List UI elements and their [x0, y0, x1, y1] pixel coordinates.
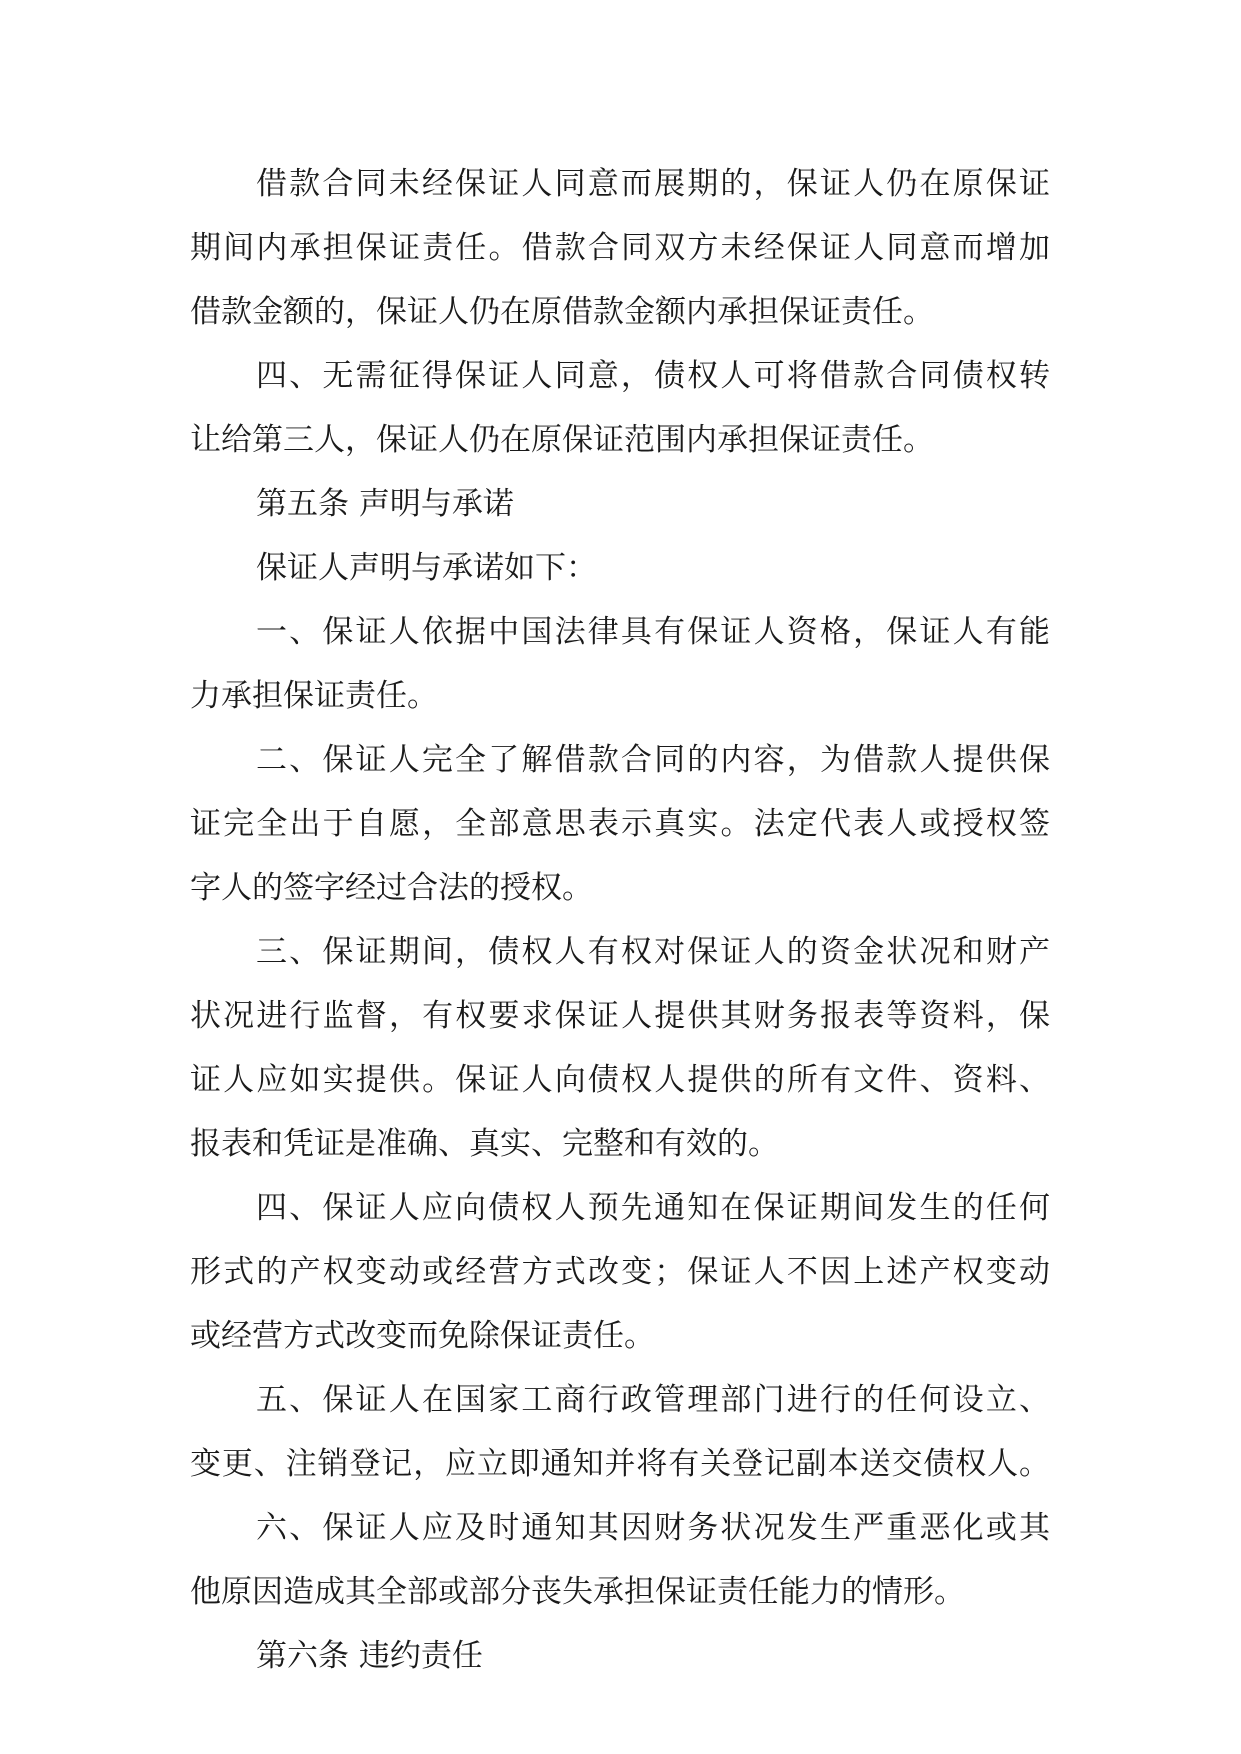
paragraph-line: 或经营方式改变而免除保证责任。 [190, 1318, 655, 1354]
paragraph-line: 变更、注销登记，应立即通知并将有关登记副本送交债权人。 [190, 1446, 1050, 1482]
paragraph-line: 五、保证人在国家工商行政管理部门进行的任何设立、 [256, 1382, 1050, 1418]
paragraph-line: 一、保证人依据中国法律具有保证人资格，保证人有能 [256, 614, 1050, 650]
section-heading: 第五条 声明与承诺 [256, 486, 514, 522]
paragraph-line: 期间内承担保证责任。借款合同双方未经保证人同意而增加 [190, 230, 1050, 266]
paragraph-line: 力承担保证责任。 [190, 678, 438, 714]
paragraph-line: 形式的产权变动或经营方式改变；保证人不因上述产权变动 [190, 1254, 1050, 1290]
paragraph-line: 保证人声明与承诺如下： [256, 550, 597, 586]
paragraph-line: 证完全出于自愿，全部意思表示真实。法定代表人或授权签 [190, 806, 1050, 842]
paragraph-line: 报表和凭证是准确、真实、完整和有效的。 [190, 1126, 779, 1162]
paragraph-line: 四、无需征得保证人同意，债权人可将借款合同债权转 [256, 358, 1050, 394]
paragraph-line: 他原因造成其全部或部分丧失承担保证责任能力的情形。 [190, 1574, 965, 1610]
paragraph-line: 六、保证人应及时通知其因财务状况发生严重恶化或其 [256, 1510, 1050, 1546]
section-heading: 第六条 违约责任 [256, 1638, 483, 1674]
paragraph-line: 三、保证期间，债权人有权对保证人的资金状况和财产 [256, 934, 1050, 970]
paragraph-line: 借款金额的，保证人仍在原借款金额内承担保证责任。 [190, 294, 934, 330]
paragraph-line: 让给第三人，保证人仍在原保证范围内承担保证责任。 [190, 422, 934, 458]
paragraph-line: 状况进行监督，有权要求保证人提供其财务报表等资料，保 [190, 998, 1050, 1034]
document-body [190, 152, 1050, 1688]
paragraph-line: 借款合同未经保证人同意而展期的，保证人仍在原保证 [256, 166, 1050, 202]
paragraph-line: 四、保证人应向债权人预先通知在保证期间发生的任何 [256, 1190, 1050, 1226]
paragraph-line: 二、保证人完全了解借款合同的内容，为借款人提供保 [256, 742, 1050, 778]
paragraph-line: 字人的签字经过合法的授权。 [190, 870, 593, 906]
paragraph-line: 证人应如实提供。保证人向债权人提供的所有文件、资料、 [190, 1062, 1050, 1098]
